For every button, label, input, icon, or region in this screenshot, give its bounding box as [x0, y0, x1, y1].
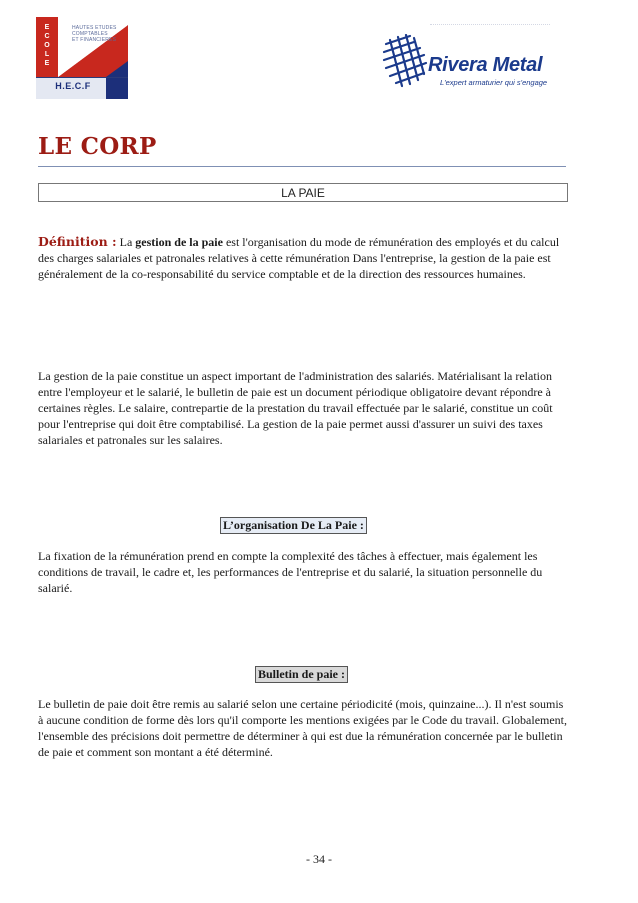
definition-label: Définition : [38, 234, 117, 249]
school-logo [36, 17, 128, 99]
school-logo-vertical-text: E C O L E [44, 24, 50, 67]
definition-term: gestion de la paie [135, 235, 223, 249]
partner-logo-tagline: L'expert armaturier qui s'engage [440, 78, 548, 87]
school-logo-subtitle-line: ET FINANCIERES [72, 37, 117, 43]
school-logo-subtitle [72, 25, 126, 43]
intro-paragraph: La gestion de la paie constitue un aspect important de l'administration des salariés. Matérialisant la relation entre l'employeur et le salarié, le bulletin de paie est un document périodique obligatoire devant répondre à certaines règles. Le salaire, contrepartie de la prestation du travail effectuée par le salarié, constitue un coût pour l'entreprise qui doit être comptabilisé. La gestion de la paie permet aussi d'assurer un suivi des taxes salariales et patronales sur les salaires. [38, 369, 553, 448]
section-heading-bulletin: Bulletin de paie : [255, 666, 348, 683]
school-logo-acronym: H.E.C.F [55, 81, 91, 91]
partner-logo [380, 22, 570, 96]
bulletin-paragraph: Le bulletin de paie doit être remis au salarié selon une certaine périodicité (mois, quinzaine...). Il n'est soumis à aucune condition de forme dès lors qu'il comporte les mentions exigées par le Code du travail. Globalement, l'ensemble des précisions doit permettre de déterminer à qui est due la rémunération concernée par le bulletin de paie et comment son montant a été déterminé. [38, 697, 568, 760]
section-heading-organisation: L’organisation De La Paie : [220, 517, 367, 534]
organisation-paragraph: La fixation de la rémunération prend en compte la complexité des tâches à effectuer, mais également les conditions de travail, le cadre et, les performances de l'entreprise et du salarié, la situation personnelle du salarié. [38, 549, 543, 596]
title-divider [38, 166, 566, 167]
partner-logo-brand: Rivera Metal [428, 54, 543, 76]
school-logo-subtitle-line: HAUTES ETUDES [72, 25, 117, 31]
definition-lead: La [119, 235, 133, 249]
partner-logo-faint-line [430, 24, 550, 29]
definition-paragraph [38, 234, 570, 282]
page-title: LE CORP [38, 133, 157, 160]
definition-body: est l'organisation du mode de rémunération des employés et du calcul des charges salariales et patronales relatives à cette rémunération Dans l'entreprise, la gestion de la paie est généralement de la co-responsabilité du service comptable et de la direction des ressources humaines. [38, 235, 560, 282]
subject-box: LA PAIE [38, 183, 568, 202]
school-logo-subtitle-line: COMPTABLES [72, 31, 108, 37]
page-number: - 34 - [306, 852, 332, 866]
rebar-grid-icon [380, 34, 430, 92]
